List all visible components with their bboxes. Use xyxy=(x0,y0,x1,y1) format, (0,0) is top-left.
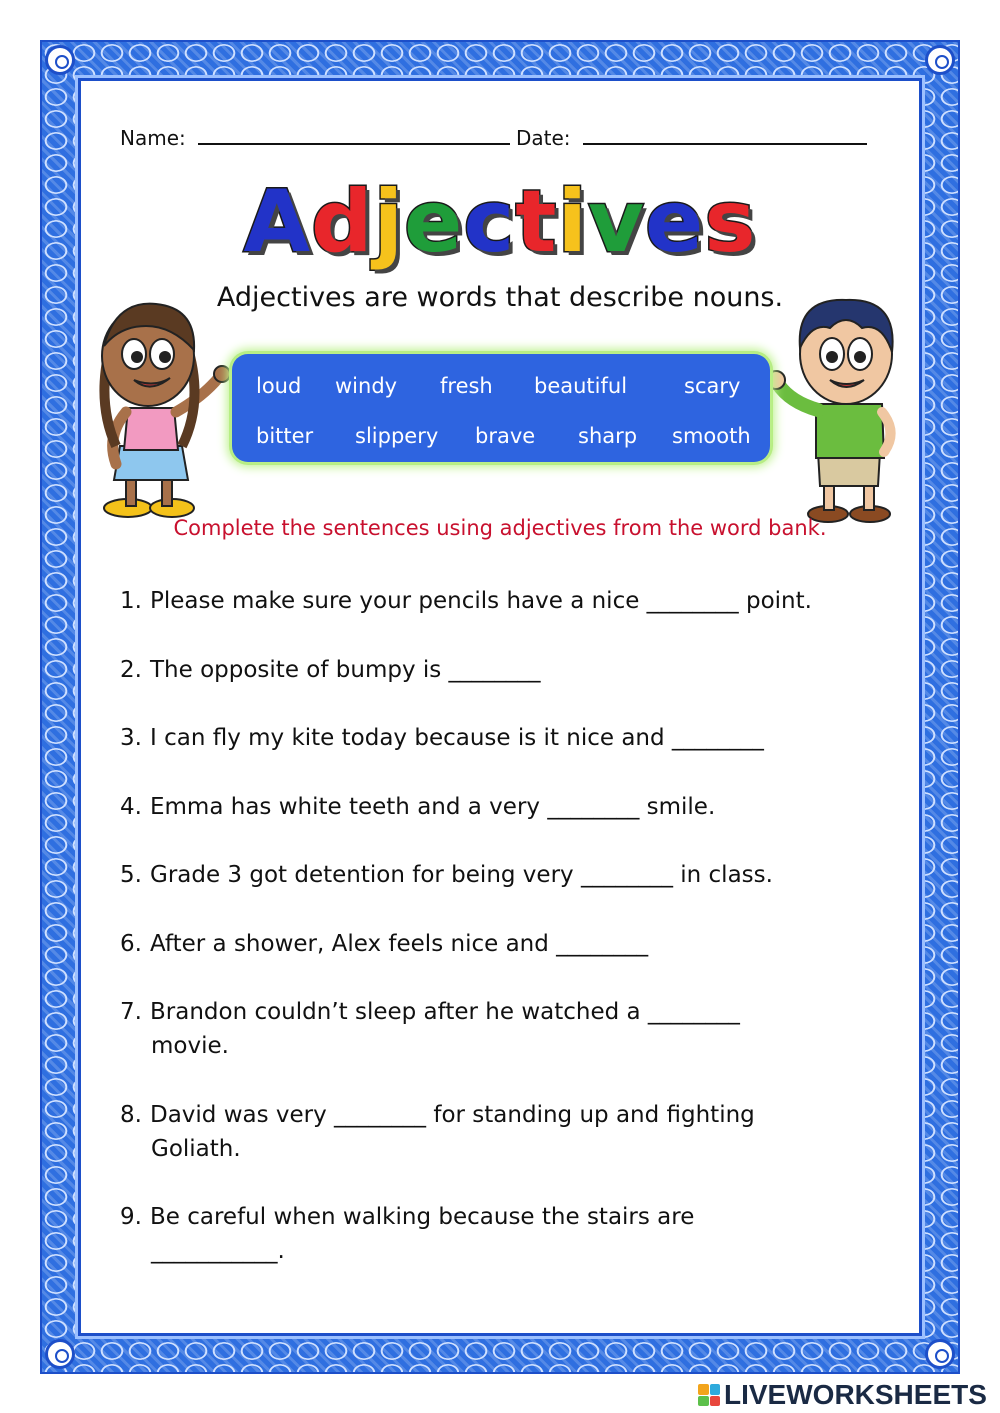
title-letter: e xyxy=(645,172,705,272)
boy-character-illustration xyxy=(766,292,916,528)
question-item[interactable] xyxy=(120,653,900,687)
title-letter: j xyxy=(373,172,405,272)
question-item[interactable] xyxy=(120,1098,900,1166)
title-letter: e xyxy=(404,172,464,272)
question-text: Grade 3 got detention for being very ________ in class. xyxy=(150,862,773,888)
title-letter: c xyxy=(463,172,516,272)
question-item[interactable] xyxy=(120,995,900,1063)
question-item[interactable] xyxy=(120,927,900,961)
word-bank xyxy=(232,354,770,462)
liveworksheets-logo-text: LIVEWORKSHEETS xyxy=(724,1379,987,1410)
question-text: Emma has white teeth and a very ________ smile. xyxy=(150,794,716,820)
liveworksheets-logo[interactable] xyxy=(698,1378,987,1412)
name-blank[interactable] xyxy=(198,125,510,145)
word-bank-word: windy xyxy=(335,374,398,398)
question-item[interactable] xyxy=(120,790,900,824)
word-bank-word: bitter xyxy=(256,424,314,448)
question-text: Be careful when walking because the stairs are xyxy=(150,1204,695,1230)
word-bank-word: sharp xyxy=(578,424,638,448)
instruction-text: Complete the sentences using adjectives from the word bank. xyxy=(173,516,827,540)
word-bank-word: beautiful xyxy=(534,374,628,398)
question-number: 8. xyxy=(120,1102,142,1128)
question-text-continued: Goliath. xyxy=(151,1136,241,1162)
border-corner-ornament xyxy=(45,45,75,75)
logo-mark-square xyxy=(710,1384,721,1395)
title-letter: i xyxy=(557,172,588,272)
date-blank[interactable] xyxy=(583,125,867,145)
question-text-continued: ___________. xyxy=(151,1238,285,1264)
title-letter: d xyxy=(311,172,374,272)
question-item[interactable] xyxy=(120,584,900,618)
title-letter: A xyxy=(243,172,311,272)
logo-mark-square xyxy=(710,1396,721,1407)
question-item[interactable] xyxy=(120,1200,900,1268)
name-field xyxy=(120,125,510,150)
question-number: 1. xyxy=(120,588,142,614)
liveworksheets-logo-icon xyxy=(698,1384,720,1406)
definition-text: Adjectives are words that describe nouns. xyxy=(216,282,784,313)
word-bank-word: fresh xyxy=(440,374,493,398)
question-text-continued: movie. xyxy=(151,1033,229,1059)
border-corner-ornament xyxy=(925,45,955,75)
border-corner-ornament xyxy=(45,1339,75,1369)
date-label: Date: xyxy=(516,126,571,150)
title-letter: t xyxy=(515,172,558,272)
worksheet-title xyxy=(0,172,1000,272)
title-letter: s xyxy=(704,172,757,272)
word-bank-word: slippery xyxy=(355,424,439,448)
border-corner-ornament xyxy=(925,1339,955,1369)
word-bank-word: loud xyxy=(256,374,302,398)
question-number: 5. xyxy=(120,862,142,888)
word-bank-word: scary xyxy=(684,374,741,398)
question-number: 7. xyxy=(120,999,142,1025)
name-label: Name: xyxy=(120,126,186,150)
question-text: The opposite of bumpy is ________ xyxy=(150,657,541,683)
question-text: Brandon couldn’t sleep after he watched a ________ xyxy=(150,999,740,1025)
question-number: 4. xyxy=(120,794,142,820)
question-text: Please make sure your pencils have a nice ________ point. xyxy=(150,588,812,614)
question-number: 9. xyxy=(120,1204,142,1230)
question-item[interactable] xyxy=(120,721,900,755)
word-bank-word: brave xyxy=(475,424,536,448)
question-item[interactable] xyxy=(120,858,900,892)
question-text: David was very ________ for standing up and fighting xyxy=(150,1102,755,1128)
logo-mark-square xyxy=(698,1384,709,1395)
question-text: After a shower, Alex feels nice and ________ xyxy=(150,931,649,957)
girl-character-illustration xyxy=(86,296,246,524)
question-number: 6. xyxy=(120,931,142,957)
question-number: 2. xyxy=(120,657,142,683)
logo-mark-square xyxy=(698,1396,709,1407)
question-number: 3. xyxy=(120,725,142,751)
question-text: I can fly my kite today because is it nice and ________ xyxy=(150,725,764,751)
date-field xyxy=(516,125,867,150)
word-bank-word: smooth xyxy=(672,424,751,448)
title-letter: v xyxy=(587,172,646,272)
